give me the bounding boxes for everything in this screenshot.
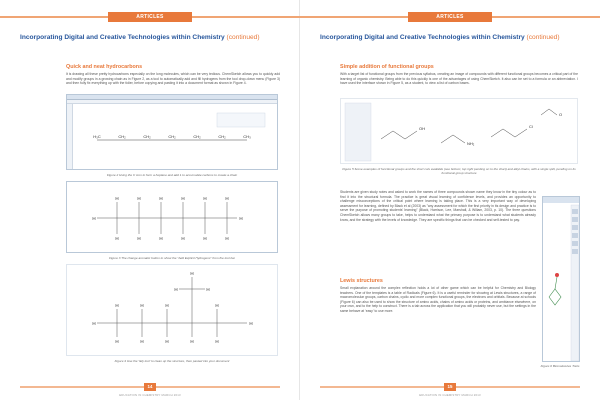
svg-text:H: H xyxy=(115,303,119,308)
svg-text:CH₂: CH₂ xyxy=(218,134,226,139)
svg-text:O: O xyxy=(559,112,563,117)
articles-tab: ARTICLES xyxy=(408,12,492,22)
svg-text:H: H xyxy=(165,303,169,308)
figure-5-caption: Figure 5 Some examples of functional groups and the short cuts available (see bottom; top right pending on to the chart) and alkyl chains, with a single split, pending on its functional group structure xyxy=(342,167,576,175)
intro-paragraph: It is drawing all these pretty hydrocarbons especially on the long molecules, which can be very tedious. ChemSketch allows you to quickly add and modify groups in a growing chain as in Figure 2, as a tool to automatically add and fill hydrogens from the tool drop-down menu (Figure 3) and then fully fix everything up with the tidier, before copying and pasting it into a document format as shown in Figure 4. xyxy=(66,72,280,86)
svg-text:OH: OH xyxy=(419,126,425,131)
title-continued: (continued) xyxy=(226,34,260,41)
right-page xyxy=(300,0,600,400)
figure-6-caption: Figure 6 Biomolecules Tools xyxy=(540,364,580,368)
figure-3-screenshot xyxy=(66,181,278,253)
title-text: Incorporating Digital and Creative Technologies within Chemistry xyxy=(320,34,525,41)
svg-text:H: H xyxy=(140,303,144,308)
svg-text:CH₂: CH₂ xyxy=(168,134,176,139)
svg-text:CH₂: CH₂ xyxy=(143,134,151,139)
explicit-hydrogen-drawing xyxy=(67,182,278,253)
svg-text:CH₂: CH₂ xyxy=(193,134,201,139)
svg-text:H: H xyxy=(225,236,229,241)
figure-3-caption: Figure 3 The change aromatic button to show the "Add Explicit Hydrogens" from the tool bar xyxy=(109,256,235,260)
title-text: Incorporating Digital and Creative Technologies within Chemistry xyxy=(20,34,225,41)
svg-text:H: H xyxy=(190,271,194,276)
svg-text:H: H xyxy=(225,196,229,201)
heptane-chain-drawing xyxy=(67,105,278,165)
svg-text:H: H xyxy=(92,321,96,326)
figure-4-caption: Figure 4 Use the 'tidy tool' to clean up the structure, then pasted into your document xyxy=(114,359,230,363)
svg-text:H₃C: H₃C xyxy=(93,134,101,139)
functional-groups-drawing xyxy=(341,99,578,164)
assessment-paragraph: Students are given study notes and asked to work the names of three compounds shown name they know in the tiny colour as to find it into the structural formula. The practice is great visual learning of confidence levels, and provides an opportunity to challenge misconceptions of the critical point where learning is taking place. This is a very important way of developing assessment for learning, defined by Black et al (2003) as "any assessment for which the first priority in its design and practice is to serve the purpose of promoting students' learning" (Black, Harrison, Lee, Marshall, & Wiliam, 2003, p. 10). The three questions ChemSketch allows many groups to take, helps to understand what the primary purpose is to understand what students already know, and the strategy with the levels of knowledge. They are specific things that can be checked and self-tested to pay. xyxy=(340,190,536,222)
svg-text:H: H xyxy=(190,339,194,344)
figure-6-screenshot xyxy=(542,196,580,362)
figure-4-screenshot xyxy=(66,264,278,356)
svg-text:H: H xyxy=(159,196,163,201)
svg-text:H: H xyxy=(137,196,141,201)
page-title xyxy=(320,34,560,41)
svg-text:H: H xyxy=(181,196,185,201)
svg-text:H: H xyxy=(115,196,119,201)
figure-5-screenshot xyxy=(340,98,578,164)
svg-text:H: H xyxy=(115,339,119,344)
tidy-structure-drawing xyxy=(67,265,278,356)
biomolecules-tools-panel xyxy=(543,197,580,362)
svg-text:H: H xyxy=(165,339,169,344)
section-heading: Quick and neat hydrocarbons xyxy=(66,64,143,70)
page-title xyxy=(20,34,260,41)
svg-text:H: H xyxy=(249,321,253,326)
svg-text:H: H xyxy=(203,236,207,241)
svg-text:CH₂: CH₂ xyxy=(118,134,126,139)
svg-text:H: H xyxy=(174,287,178,292)
svg-text:H: H xyxy=(115,236,119,241)
lewis-paragraph: Small explanation around the complex reflection holds a lot of other game which can be helpful for Chemistry and Biology teachers. One of the templates is a table of Radicals (Figure 6). It is a useful reminder for showing at Lewis structures, a range of macromolecular groups, carbon chains, cyclic and more complex functional groups, the electrons and orbitals. Because at schools (Figure 6) can also be used to show the structure of amino acids, chains of amino acids or proteins, and ambiance elsewhere, on your own, and to the help to construct. There is a tab across the application that you will probably never use, but the settings in the same behave at 'easy' to use more. xyxy=(340,286,536,313)
title-continued: (continued) xyxy=(526,34,560,41)
section-heading-lewis-structures: Lewis structures xyxy=(340,278,383,284)
svg-text:H: H xyxy=(206,287,210,292)
svg-text:H: H xyxy=(140,339,144,344)
intro-paragraph: With a target list of functional groups from the previous syllabus, creating an image of compounds with different functional groups becomes a critical part of the learning of organic chemistry. Being able to do this quickly is one of the advantages of using ChemSketch. It also can be set to a formula or an abbreviation. I have used the interface shown in Figure 5, as a student, to view a list of carbon bases. xyxy=(340,72,578,86)
svg-text:H: H xyxy=(215,339,219,344)
section-heading-functional-groups: Simple addition of functional groups xyxy=(340,64,434,70)
figure-2-caption: Figure 2 Using the C icon to form a heptane and add 1 to accumulate carbons to create a chain xyxy=(106,173,238,177)
page-number: 14 xyxy=(144,383,156,391)
svg-text:H: H xyxy=(181,236,185,241)
svg-text:H: H xyxy=(215,303,219,308)
window-toolbar xyxy=(67,100,277,104)
svg-text:CH₃: CH₃ xyxy=(243,134,251,139)
footer-text: EDUCATION IN CHEMISTRY MARCH 2013 xyxy=(419,393,481,397)
svg-text:Cl: Cl xyxy=(529,124,533,129)
page-number: 15 xyxy=(444,383,456,391)
figure-2-screenshot xyxy=(66,94,278,170)
footer-text: EDUCATION IN CHEMISTRY MARCH 2013 xyxy=(119,393,181,397)
svg-text:H: H xyxy=(239,216,243,221)
svg-text:H: H xyxy=(159,236,163,241)
svg-text:H: H xyxy=(92,216,96,221)
svg-text:H: H xyxy=(137,236,141,241)
articles-tab: ARTICLES xyxy=(108,12,192,22)
svg-text:H: H xyxy=(203,196,207,201)
svg-text:NH₂: NH₂ xyxy=(467,141,475,146)
